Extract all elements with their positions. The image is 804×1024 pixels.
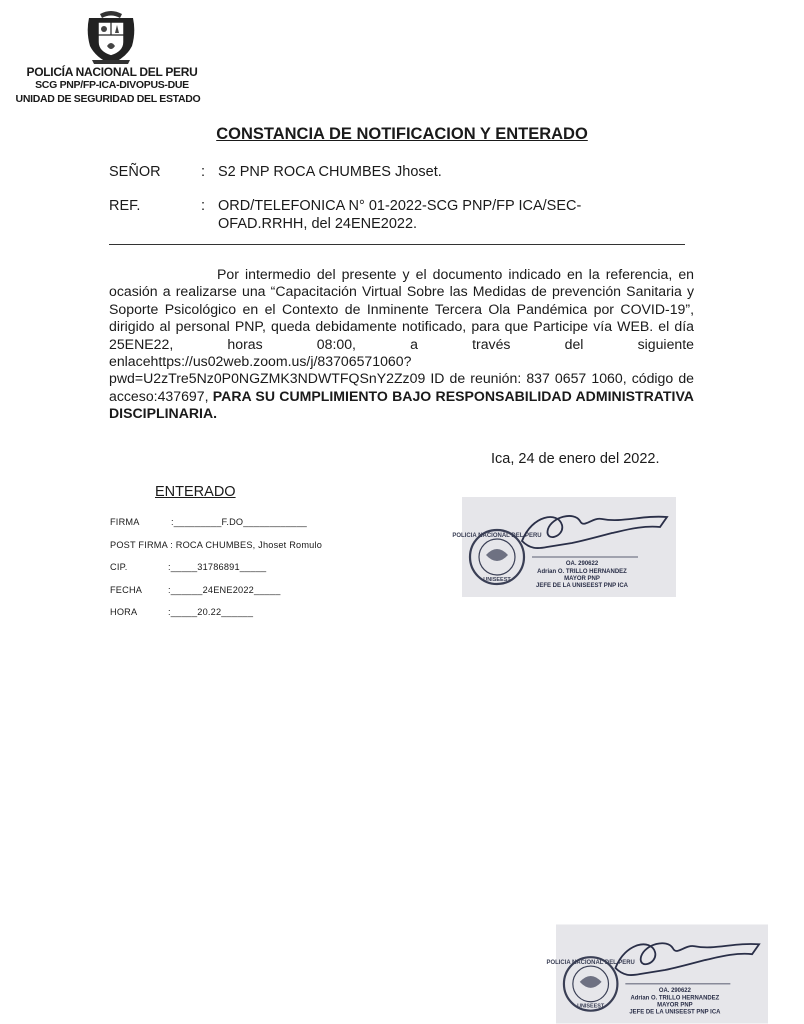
- ref-value-line2: OFAD.RRHH, del 24ENE2022.: [218, 216, 418, 232]
- cip-label: CIP.: [110, 562, 128, 572]
- stamp-line4: JEFE DE LA UNISEEST PNP ICA: [629, 1009, 721, 1016]
- fecha-value: :______24ENE2022_____: [168, 585, 281, 595]
- body-paragraph: [109, 266, 694, 423]
- senor-value: S2 PNP ROCA CHUMBES Jhoset.: [218, 164, 442, 180]
- body-text: Por intermedio del presente y el documento indicado en la referencia, en ocasión a realizarse una “Capacitación Virtual Sobre las Medidas de prevención Sanitaria y Soporte Psicológico en el Contexto de Inminente Tercera Ola Pandémica por COVID-19”, dirigido al personal PNP, queda debidamente notificado, para que Participe vía WEB. el día 25ENE22, horas 08:00, a través del siguiente enlacehttps://us02web.zoom.us/j/83706571060?pwd=U2zTre5Nz0P0NGZMK3NDWTFQSnY2Zz09 ID de reunión: 837 0657 1060, código de acceso:437697,: [109, 266, 694, 404]
- enterado-heading: ENTERADO: [155, 484, 236, 500]
- stamp-line3: MAYOR PNP: [564, 576, 600, 582]
- stamp-line1: OA. 290622: [565, 561, 599, 567]
- seal-text: POLICIA NACIONAL DEL PERU: [546, 960, 635, 967]
- ref-label: REF.: [109, 198, 141, 214]
- seal-bottom: UNISEEST: [577, 1003, 605, 1010]
- stamp-line2: Adrian O. TRILLO HERNANDEZ: [537, 569, 627, 575]
- hora-label: HORA: [110, 607, 138, 617]
- post-firma: POST FIRMA : ROCA CHUMBES, Jhoset Romulo: [110, 540, 323, 550]
- unit-name: UNIDAD DE SEGURIDAD DEL ESTADO: [15, 93, 201, 105]
- peru-coat-of-arms-icon: [84, 8, 138, 66]
- fecha-label: FECHA: [110, 585, 143, 595]
- stamp-line2: Adrian O. TRILLO HERNANDEZ: [630, 995, 720, 1002]
- stamp-line1: OA. 290622: [658, 987, 691, 994]
- seal-text: POLICIA NACIONAL DEL PERU: [452, 533, 542, 539]
- document-title: CONSTANCIA DE NOTIFICACION Y ENTERADO: [216, 125, 588, 143]
- body-emphasis: PARA SU CUMPLIMIENTO BAJO RESPONSABILIDAD ADMINISTRATIVA DISCIPLINARIA.: [109, 387, 694, 422]
- date-line: Ica, 24 de enero del 2022.: [491, 451, 660, 467]
- unit-code: SCG PNP/FP-ICA-DIVOPUS-DUE: [35, 79, 189, 91]
- hora-value: :_____20.22______: [168, 607, 254, 617]
- signature-stamp: [452, 497, 676, 597]
- senor-label: SEÑOR: [109, 164, 161, 180]
- firma-label: FIRMA: [110, 517, 140, 527]
- stamp-line4: JEFE DE LA UNISEEST PNP ICA: [535, 583, 629, 589]
- ref-colon: :: [201, 198, 206, 214]
- signature-stamp-footer: [546, 924, 768, 1024]
- institution-name: POLICÍA NACIONAL DEL PERU: [26, 65, 198, 79]
- seal-bottom: UNISEEST: [483, 577, 511, 583]
- separator-line: [109, 244, 685, 245]
- ref-value-line1: ORD/TELEFONICA N° 01-2022-SCG PNP/FP ICA/SEC-: [218, 198, 582, 214]
- cip-value: :_____31786891_____: [168, 562, 267, 572]
- senor-colon: :: [201, 164, 206, 180]
- firma-value: :_________F.DO____________: [171, 517, 307, 527]
- stamp-line3: MAYOR PNP: [657, 1002, 693, 1009]
